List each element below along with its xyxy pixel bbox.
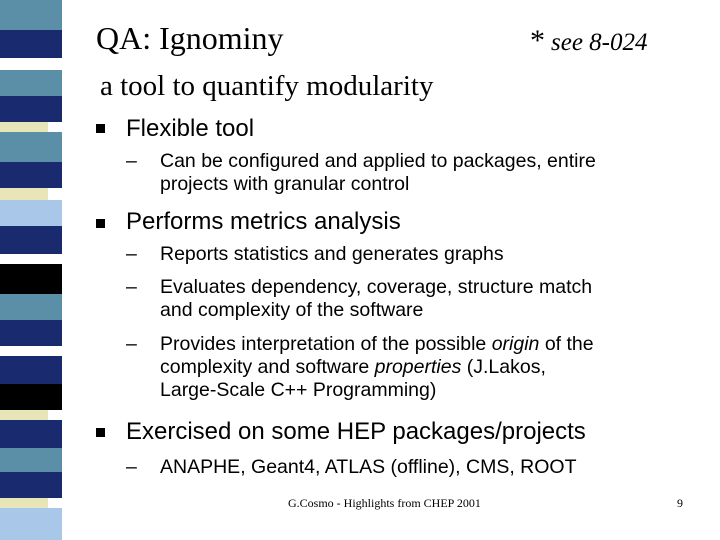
bullet-marker (96, 428, 105, 437)
text-run-italic: origin (491, 333, 540, 355)
sub-bullet-dash: – (126, 150, 137, 172)
stripe-block (0, 498, 48, 508)
reference-note (530, 24, 648, 58)
sub-bullet-line: ANAPHE, Geant4, ATLAS (offline), CMS, ROOT (160, 456, 577, 478)
text-run: complexity and software (160, 356, 370, 378)
stripe-block (0, 384, 62, 410)
stripe-block (0, 508, 62, 540)
note-star: * (530, 24, 545, 57)
text-run: Provides interpretation of the possible (160, 333, 487, 355)
sub-bullet-dash: – (126, 456, 137, 478)
stripe-block (0, 346, 48, 356)
sub-bullet-line: Reports statistics and generates graphs (160, 243, 504, 265)
sub-bullet-line: Can be configured and applied to packages, entire (160, 150, 596, 172)
stripe-block (0, 58, 48, 70)
bullet-marker (96, 219, 105, 228)
sub-bullet-line (160, 333, 594, 356)
sub-bullet-dash: – (126, 243, 137, 265)
sub-bullet-line: Large-Scale C++ Programming) (160, 379, 437, 401)
note-text: see 8-024 (551, 29, 648, 56)
stripe-block (0, 30, 62, 58)
stripe-block (0, 410, 48, 420)
text-run: of the (544, 333, 594, 355)
stripe-block (0, 162, 62, 188)
stripe-block (0, 70, 62, 96)
slide-title: QA: Ignominy (96, 20, 284, 56)
bullet-text: Flexible tool (126, 115, 255, 142)
bullet-text: Performs metrics analysis (126, 208, 401, 235)
stripe-block (0, 264, 62, 294)
stripe-block (0, 294, 62, 320)
stripe-block (0, 188, 48, 200)
sub-bullet-line: Evaluates dependency, coverage, structure match (160, 276, 593, 298)
stripe-block (0, 420, 62, 448)
text-run: (J.Lakos, (466, 356, 546, 378)
stripe-block (0, 96, 62, 122)
stripe-block (0, 448, 62, 472)
footer-text: G.Cosmo - Highlights from CHEP 2001 (288, 496, 481, 510)
sub-bullet-line: projects with granular control (160, 173, 410, 195)
slide-subtitle: a tool to quantify modularity (100, 70, 434, 102)
stripe-block (0, 0, 62, 30)
stripe-block (0, 254, 48, 264)
sub-bullet-line: and complexity of the software (160, 299, 424, 321)
sub-bullet-dash: – (126, 333, 137, 355)
sub-bullet-dash: – (126, 276, 137, 298)
decorative-stripe (0, 0, 62, 540)
stripe-block (0, 472, 62, 498)
stripe-block (0, 226, 62, 254)
bullet-marker (96, 124, 105, 133)
page-number: 9 (677, 496, 683, 510)
sub-bullet-line (160, 356, 546, 379)
bullet-text: Exercised on some HEP packages/projects (126, 418, 586, 445)
text-run-italic: properties (374, 356, 462, 378)
stripe-block (0, 320, 62, 346)
stripe-block (0, 356, 62, 384)
stripe-block (0, 200, 62, 226)
stripe-block (0, 132, 62, 162)
stripe-block (0, 122, 48, 132)
